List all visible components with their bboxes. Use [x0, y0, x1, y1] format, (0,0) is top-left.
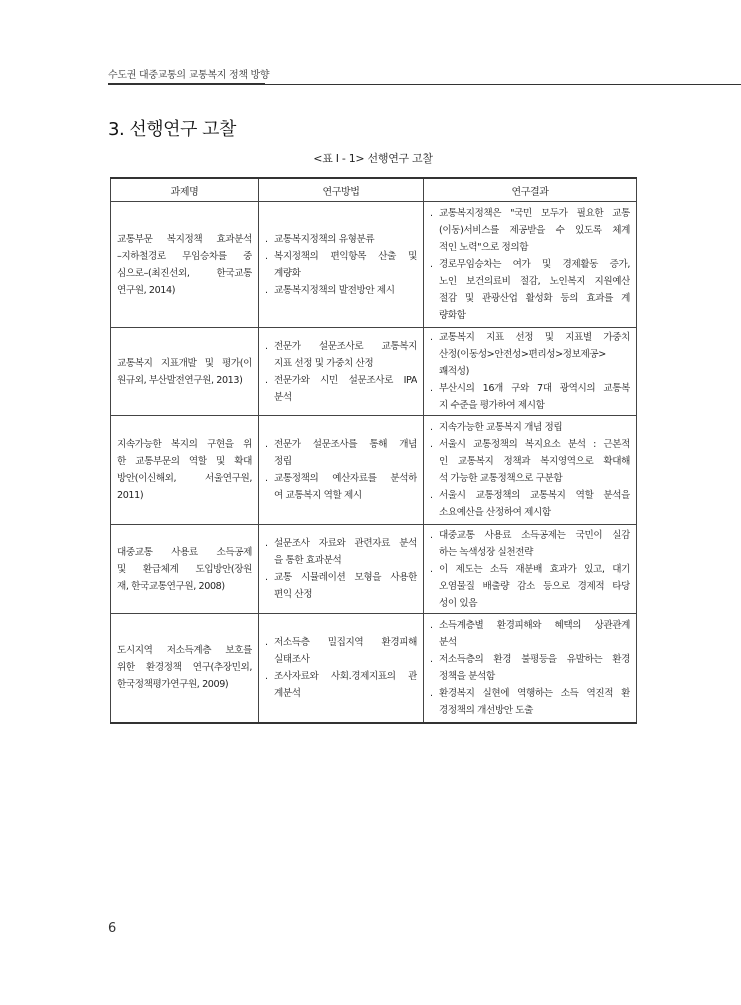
- bullet-item-line: 소득계층별 환경피해와 혜택의 상관관계: [439, 619, 630, 631]
- bullet-item-line: 설문조사 자료와 관련자료 분석: [274, 538, 417, 549]
- bullet-item-line: 절감 및 관광산업 활성화 등의 효과를 계: [439, 293, 630, 304]
- prior-studies-table: [110, 177, 637, 724]
- bullet-item: [265, 535, 417, 569]
- bullet-item-line: 산정(이동성>안전성>편리성>정보제공>: [439, 349, 606, 360]
- bullet-mark: .: [265, 636, 268, 648]
- bullet-mark: .: [430, 529, 433, 541]
- section-heading: 3. 선행연구 고찰: [108, 119, 236, 140]
- bullet-item-line: 전문가 설문조사를 통해 개념: [274, 439, 417, 450]
- bullet-item: [430, 561, 630, 612]
- column-header-results: 연구결과: [424, 178, 637, 202]
- study-title-line: 및 환급체계 도입방안(장원: [117, 563, 252, 575]
- bullet-item: [430, 436, 630, 487]
- bullet-item: [265, 436, 417, 470]
- page-number: 6: [108, 921, 117, 936]
- bullet-mark: .: [265, 233, 268, 245]
- bullet-item-line: 노인 보건의료비 절감, 노인복지 지원예산: [439, 276, 630, 287]
- bullet-item: [265, 668, 417, 702]
- bullet-item-line: 지 수준을 평가하여 제시함: [439, 400, 545, 411]
- table-caption: <표 Ⅰ - 1> 선행연구 고찰: [313, 152, 433, 165]
- bullet-item-line: (이동)서비스를 제공받을 수 있도록 체계: [439, 225, 630, 236]
- column-header-title: 과제명: [111, 178, 259, 202]
- bullet-item-line: 분석: [274, 391, 292, 403]
- study-title-line: 연구원, 2014): [117, 284, 176, 296]
- table-header-row: [111, 178, 637, 202]
- study-title-line: 위한 환경정책 연구(추장민외,: [117, 662, 252, 674]
- bullet-item: [430, 256, 630, 324]
- bullet-item-line: 실태조사: [274, 653, 310, 665]
- bullet-mark: .: [265, 439, 268, 450]
- bullet-item: [265, 282, 417, 299]
- cell-study-title: [111, 328, 259, 416]
- cell-study-title: [111, 416, 259, 525]
- bullet-item: [430, 380, 630, 414]
- bullet-item: [430, 205, 630, 256]
- bullet-mark: .: [430, 490, 433, 501]
- study-title-line: 방안(이신해외, 서울연구원,: [117, 473, 252, 484]
- bullet-item-line: 계분석: [274, 687, 301, 699]
- table-row: [111, 202, 637, 328]
- bullet-item-line: 적인 노력"으로 정의함: [439, 242, 529, 253]
- cell-study-title: [111, 525, 259, 614]
- bullet-item-line: 교통 시뮬레이션 모형을 사용한: [274, 572, 417, 583]
- cell-study-title: [111, 202, 259, 328]
- bullet-mark: .: [430, 383, 433, 394]
- bullet-mark: .: [265, 250, 268, 262]
- table-row: [111, 328, 637, 416]
- bullet-item-line: 계량화: [274, 267, 301, 279]
- bullet-item-line: 경정책의 개선방안 도출: [439, 704, 533, 716]
- bullet-item-line: 교통정책의 예산자료를 분석하: [274, 473, 417, 484]
- bullet-item-line: 여 교통복지 역할 제시: [274, 490, 362, 501]
- bullet-item: [265, 470, 417, 504]
- bullet-item-line: 교통복지정책의 발전방안 제시: [274, 284, 395, 296]
- study-title-line: 심으로–(최진선외, 한국교통: [117, 267, 252, 279]
- bullet-item-line: 환경복지 실현에 역행하는 소득 역진적 환: [439, 687, 630, 699]
- bullet-item-line: 이 제도는 소득 재분배 효과가 있고, 대기: [439, 563, 630, 575]
- bullet-mark: .: [265, 374, 268, 386]
- bullet-item-line: 전문가 설문조사로 교통복지: [274, 340, 417, 352]
- cell-study-methods: [259, 202, 424, 328]
- study-title-line: –지하철경로 무임승차를 중: [117, 250, 252, 262]
- bullet-mark: .: [430, 563, 433, 575]
- bullet-item-line: 하는 녹색성장 실천전략: [439, 546, 533, 558]
- bullet-item-line: 소요예산을 산정하여 제시함: [439, 507, 551, 518]
- bullet-item-line: 교통복지정책의 유형분류: [274, 233, 375, 245]
- bullet-mark: .: [265, 670, 268, 682]
- bullet-item: [265, 569, 417, 603]
- bullet-mark: .: [265, 538, 268, 549]
- bullet-mark: .: [430, 439, 433, 450]
- bullet-mark: .: [430, 332, 433, 343]
- study-title-line: 2011): [117, 490, 144, 501]
- bullet-mark: .: [430, 208, 433, 219]
- table-row: [111, 525, 637, 614]
- study-title-line: 교통부문 복지정책 효과분석: [117, 233, 252, 245]
- bullet-mark: .: [430, 687, 433, 699]
- bullet-item-line: 량화함: [439, 310, 466, 321]
- bullet-item-line: 지표 선정 및 가중치 산정: [274, 357, 374, 369]
- bullet-mark: .: [265, 572, 268, 583]
- bullet-item: [265, 338, 417, 372]
- bullet-item: [430, 527, 630, 561]
- bullet-item-line: 정책을 분석함: [439, 670, 495, 682]
- bullet-item-line: 을 통한 효과분석: [274, 555, 342, 566]
- bullet-mark: .: [430, 619, 433, 631]
- bullet-mark: .: [430, 259, 433, 270]
- bullet-item-line: 인 교통복지 정책과 복지영역으로 확대해: [439, 456, 630, 467]
- table-row: [111, 614, 637, 723]
- bullet-item-line: 저소득층의 환경 불평등을 유발하는 환경: [439, 653, 630, 665]
- study-title-line: 대중교통 사용료 소득공제: [117, 546, 252, 558]
- bullet-item-line: 성이 있음: [439, 597, 478, 609]
- bullet-item: [430, 419, 630, 436]
- bullet-item-line: 오염물질 배출량 감소 등으로 경제적 타당: [439, 580, 630, 592]
- cell-study-results: [424, 202, 637, 328]
- bullet-item-line: 교통복지 지표 선정 및 지표별 가중치: [439, 332, 630, 343]
- bullet-item-line: 복지정책의 편익항목 산출 및: [274, 250, 417, 262]
- bullet-item-line: 서울시 교통정책의 교통복지 역할 분석을: [439, 490, 630, 501]
- bullet-item-line: 정립: [274, 456, 292, 467]
- study-title-line: 교통복지 지표개발 및 평가(이: [117, 357, 252, 369]
- bullet-item-line: 대중교통 사용료 소득공제는 국민이 실감: [439, 529, 630, 541]
- table-row: [111, 416, 637, 525]
- bullet-mark: .: [265, 284, 268, 296]
- table-body: [111, 202, 637, 723]
- cell-study-results: [424, 416, 637, 525]
- cell-study-results: [424, 328, 637, 416]
- bullet-item-line: 편익 산정: [274, 589, 313, 600]
- bullet-item: [430, 617, 630, 651]
- bullet-item: [265, 248, 417, 282]
- bullet-item-line: 석 가능한 교통정책으로 구분함: [439, 473, 563, 484]
- study-title-line: 재, 한국교통연구원, 2008): [117, 580, 225, 592]
- bullet-item: [265, 372, 417, 406]
- bullet-item: [265, 231, 417, 248]
- bullet-mark: .: [430, 422, 433, 433]
- bullet-item: [430, 487, 630, 521]
- bullet-item-line: 교통복지정책은 "국민 모두가 필요한 교통: [439, 208, 630, 219]
- study-title-line: 도시지역 저소득계층 보호를: [117, 645, 252, 657]
- cell-study-results: [424, 525, 637, 614]
- cell-study-methods: [259, 416, 424, 525]
- cell-study-title: [111, 614, 259, 723]
- bullet-mark: .: [265, 473, 268, 484]
- bullet-item: [430, 651, 630, 685]
- bullet-item-line: 조사자료와 사회.경제지표의 관: [274, 670, 417, 682]
- bullet-item-line: 서울시 교통정책의 복지요소 분석 : 근본적: [439, 439, 630, 450]
- study-title-line: 지속가능한 복지의 구현을 위: [117, 439, 252, 450]
- bullet-item-line: 쾌적성): [439, 366, 469, 377]
- bullet-item-line: 경로무임승차는 여가 및 경제활동 증가,: [439, 259, 630, 270]
- bullet-item-line: 분석: [439, 636, 457, 648]
- bullet-mark: .: [430, 653, 433, 665]
- bullet-item-line: 지속가능한 교통복지 개념 정립: [439, 422, 563, 433]
- bullet-item: [430, 685, 630, 719]
- bullet-item-line: 부산시의 16개 구와 7대 광역시의 교통복: [439, 383, 630, 394]
- column-header-methods: 연구방법: [259, 178, 424, 202]
- cell-study-results: [424, 614, 637, 723]
- bullet-item: [430, 329, 630, 380]
- bullet-item-line: 전문가와 시민 설문조사로 IPA: [274, 374, 417, 386]
- bullet-item-line: 저소득층 밀집지역 환경피해: [274, 636, 417, 648]
- bullet-item: [265, 634, 417, 668]
- cell-study-methods: [259, 525, 424, 614]
- study-title-line: 원규외, 부산발전연구원, 2013): [117, 374, 243, 386]
- study-title-line: 한국정책평가연구원, 2009): [117, 679, 229, 691]
- study-title-line: 한 교통부문의 역할 및 확대: [117, 456, 252, 467]
- header-rule: [108, 84, 741, 85]
- running-header: 수도권 대중교통의 교통복지 정책 방향: [108, 70, 270, 81]
- cell-study-methods: [259, 614, 424, 723]
- bullet-mark: .: [265, 340, 268, 352]
- cell-study-methods: [259, 328, 424, 416]
